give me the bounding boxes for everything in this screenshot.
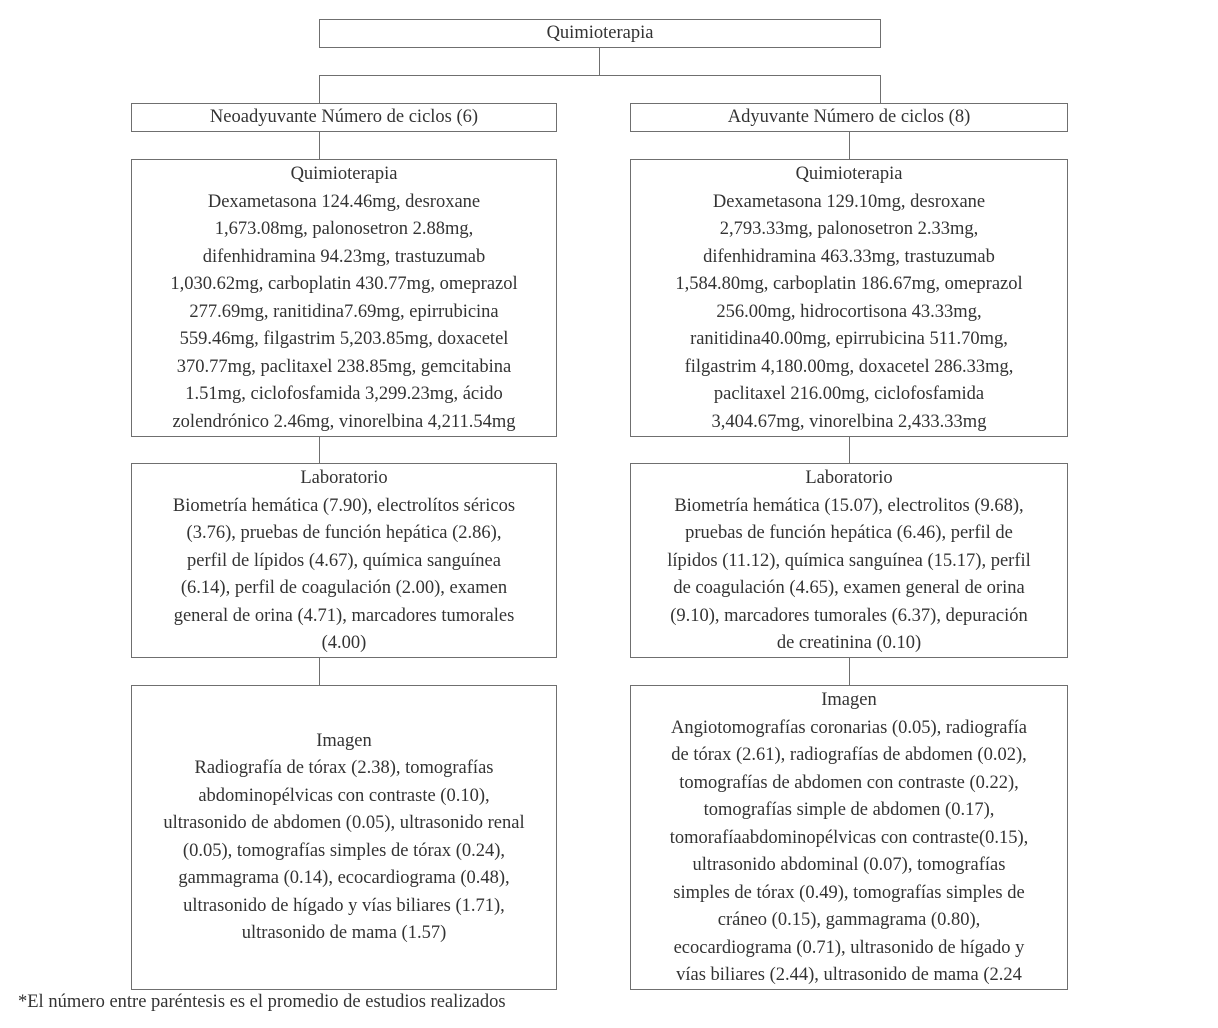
adjuvant-chemo-node	[630, 159, 1068, 437]
adjuvant-lab-text: Biometría hemática (15.07), electrolitos (9.68), pruebas de función hepática (6.46), perfil de lípidos (11.12), química sanguínea (15.17), perfil de coagulación (4.65), examen general de orina (9.10), marcadores tumorales (6.37), depuración de creatinina (0.10)	[667, 495, 1031, 653]
root-label: Quimioterapia	[546, 22, 654, 43]
connector-branch	[319, 75, 881, 76]
adjuvant-imaging-text: Angiotomografías coronarias (0.05), radiografía de tórax (2.61), radiografías de abdomen (0.02), tomografías de abdomen con contraste (0.22), tomografías simple de abdomen (0.17), tomorafíaabdominopélvicas con contraste(0.15), ultrasonido abdominal (0.07), tomografías simples de tórax (0.49), tomografías simples de cráneo (0.15), gammagrama (0.80), ecocardiograma (0.71), ultrasonido de hígado y vías biliares (2.44), ultrasonido de mama (2.24	[669, 717, 1029, 985]
connector-left-lab-imaging	[319, 657, 320, 686]
footnote: *El número entre paréntesis es el promedio de estudios realizados	[18, 992, 506, 1012]
connector-left-header-chemo	[319, 131, 320, 160]
neoadjuvant-header-node	[131, 103, 557, 132]
adjuvant-imaging-node	[630, 685, 1068, 990]
neoadjuvant-chemo-node	[131, 159, 557, 437]
adjuvant-chemo-title: Quimioterapia	[795, 164, 903, 184]
root-node	[319, 19, 881, 48]
connector-right-down	[880, 75, 881, 104]
connector-right-chemo-lab	[849, 436, 850, 464]
connector-left-chemo-lab	[319, 436, 320, 464]
neoadjuvant-chemo-title: Quimioterapia	[290, 164, 398, 184]
adjuvant-lab-node	[630, 463, 1068, 658]
neoadjuvant-imaging-title: Imagen	[316, 730, 372, 751]
neoadjuvant-lab-text: Biometría hemática (7.90), electrolítos séricos (3.76), pruebas de función hepática (2.86), perfil de lípidos (4.67), química sanguínea (6.14), perfil de coagulación (2.00), examen general de orina (4.71), marcadores tumorales (4.00)	[172, 495, 516, 653]
connector-right-lab-imaging	[849, 657, 850, 686]
neoadjuvant-lab-node	[131, 463, 557, 658]
connector-right-header-chemo	[849, 131, 850, 160]
adjuvant-imaging-title: Imagen	[821, 690, 877, 710]
adjuvant-header-label: Adyuvante Número de ciclos (8)	[727, 106, 971, 127]
neoadjuvant-imaging-node	[131, 685, 557, 990]
connector-root-down	[599, 47, 600, 75]
neoadjuvant-header-label: Neoadyuvante Número de ciclos (6)	[209, 106, 479, 127]
neoadjuvant-lab-title: Laboratorio	[300, 468, 388, 488]
adjuvant-lab-title: Laboratorio	[805, 468, 893, 488]
adjuvant-header-node	[630, 103, 1068, 132]
neoadjuvant-chemo-text: Dexametasona 124.46mg, desroxane 1,673.08mg, palonosetron 2.88mg, difenhidramina 94.23mg, trastuzumab 1,030.62mg, carboplatin 430.77mg, omeprazol 277.69mg, ranitidina7.69mg, epirrubicina 559.46mg, filgastrim 5,203.85mg, doxacetel 370.77mg, paclitaxel 238.85mg, gemcitabina 1.51mg, ciclofosfamida 3,299.23mg, ácido zolendrónico 2.46mg, vinorelbina 4,211.54mg	[170, 191, 518, 432]
adjuvant-chemo-text: Dexametasona 129.10mg, desroxane 2,793.33mg, palonosetron 2.33mg, difenhidramina 463.33mg, trastuzumab 1,584.80mg, carboplatin 186.67mg, omeprazol 256.00mg, hidrocortisona 43.33mg, ranitidina40.00mg, epirrubicina 511.70mg, filgastrim 4,180.00mg, doxacetel 286.33mg, paclitaxel 216.00mg, ciclofosfamida 3,404.67mg, vinorelbina 2,433.33mg	[675, 191, 1023, 432]
connector-left-down	[319, 75, 320, 104]
neoadjuvant-imaging-text: Radiografía de tórax (2.38), tomografías abdominopélvicas con contraste (0.10), ultrasonido de abdomen (0.05), ultrasonido renal (0.05), tomografías simples de tórax (0.24), gammagrama (0.14), ecocardiograma (0.48), ultrasonido de hígado y vías biliares (1.71), ultrasonido de mama (1.57)	[163, 758, 525, 943]
